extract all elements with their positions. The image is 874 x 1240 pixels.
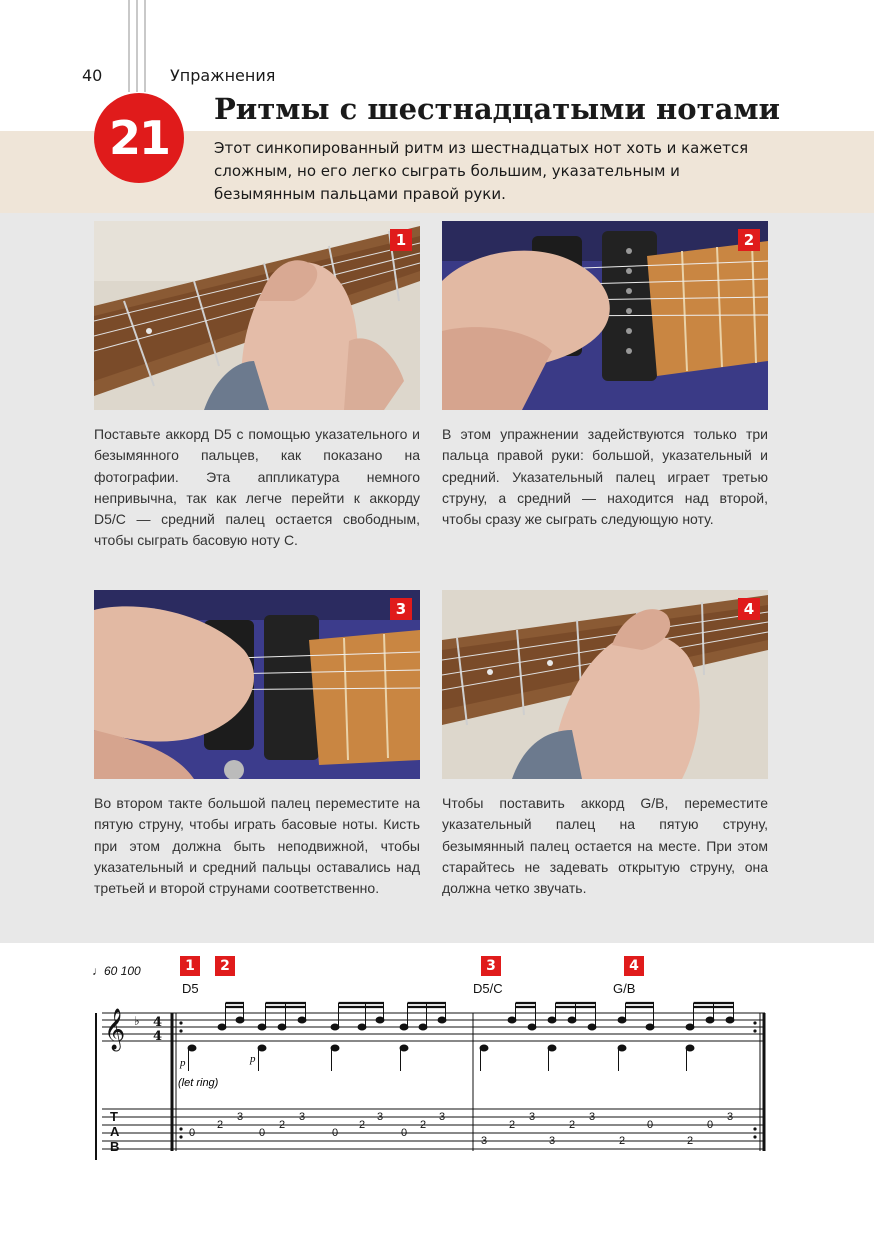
svg-text:3: 3 — [726, 1111, 734, 1123]
bass-note-head — [686, 1045, 694, 1051]
note-head — [568, 1017, 576, 1023]
note-head — [528, 1024, 536, 1030]
note-head — [358, 1024, 366, 1030]
svg-text:3: 3 — [480, 1135, 488, 1147]
note-head — [618, 1017, 626, 1023]
chord-label-d5: D5 — [182, 981, 199, 996]
exercise-number-badge: 21 — [94, 93, 184, 183]
svg-text:2: 2 — [216, 1119, 224, 1131]
photo-step-4 — [442, 590, 768, 779]
tab-letter: T — [110, 1109, 118, 1124]
note-head — [400, 1024, 408, 1030]
svg-text:4: 4 — [153, 1015, 163, 1030]
svg-text:0: 0 — [400, 1127, 408, 1139]
note-head — [508, 1017, 516, 1023]
svg-text:2: 2 — [508, 1119, 516, 1131]
svg-text:3: 3 — [298, 1111, 306, 1123]
svg-text:2: 2 — [358, 1119, 366, 1131]
svg-text:0: 0 — [258, 1127, 266, 1139]
intro-text: Этот синкопированный ритм из шестнадцатых нот хоть и кажется сложным, но его легко сыграть большим, указательным и безымянным пальцами правой руки. — [214, 139, 749, 203]
staff-lines — [102, 1013, 765, 1041]
note-head — [258, 1024, 266, 1030]
caption-step-4: Чтобы поставить аккорд G/B, переместите указательный палец на пятую струну, безымянный палец остается на месте. При этом старайтесь не задевать открытую струну, она должна четко звучать. — [442, 795, 768, 897]
svg-text:2: 2 — [618, 1135, 626, 1147]
note-head — [438, 1017, 446, 1023]
page-title: Ритмы с шестнадцатыми нотами — [214, 92, 781, 126]
note-head — [278, 1024, 286, 1030]
margin-line — [128, 0, 130, 92]
tempo-marking: ♩60 100 — [92, 964, 141, 978]
photo-step-2 — [442, 221, 768, 410]
notation-marker-3: 3 — [481, 956, 501, 976]
section-name: Упражнения — [170, 66, 276, 85]
note-head — [298, 1017, 306, 1023]
svg-text:4: 4 — [153, 1029, 163, 1044]
svg-text:3: 3 — [548, 1135, 556, 1147]
tab-letter: A — [110, 1124, 120, 1139]
music-notation — [90, 955, 770, 1165]
note-head — [548, 1017, 556, 1023]
svg-text:0: 0 — [331, 1127, 339, 1139]
thumb-marking-2: p — [250, 1053, 256, 1065]
bass-note-head — [188, 1045, 196, 1051]
notation-marker-2: 2 — [215, 956, 235, 976]
step-badge: 4 — [738, 598, 760, 620]
let-ring-marking: (let ring) — [178, 1077, 219, 1089]
margin-line — [144, 0, 146, 92]
bass-note-head — [548, 1045, 556, 1051]
caption-step-1: Поставьте аккорд D5 с помощью указательного и безымянного пальцев, как показано на фотографии. Эта аппликатура немного непривычна, так как легче перейти к аккорду D5/C — средний палец остается свободным, чтобы сыграть басовую ноту C. — [94, 426, 420, 549]
treble-clef-icon: 𝄞 — [104, 1009, 126, 1050]
svg-text:2: 2 — [278, 1119, 286, 1131]
bass-note-head — [331, 1045, 339, 1051]
bass-note-head — [258, 1045, 266, 1051]
step-badge: 2 — [738, 229, 760, 251]
caption-step-2: В этом упражнении задействуются только три пальца правой руки: большой, указательный и средний. Указательный палец играет третью струну, а средний — находится над второй, чтобы сразу же сыграть следующую ноту. — [442, 426, 768, 528]
svg-text:2: 2 — [686, 1135, 694, 1147]
tab-numbers — [189, 1111, 733, 1147]
svg-text:♭: ♭ — [134, 1014, 140, 1028]
tab-lines — [102, 1109, 765, 1149]
svg-text:0: 0 — [646, 1119, 654, 1131]
note-head — [236, 1017, 244, 1023]
svg-text:2: 2 — [419, 1119, 427, 1131]
photo-step-1 — [94, 221, 420, 410]
photo-step-3 — [94, 590, 420, 779]
note-head — [686, 1024, 694, 1030]
svg-text:3: 3 — [376, 1111, 384, 1123]
note-head — [419, 1024, 427, 1030]
notation-marker-1: 1 — [180, 956, 200, 976]
step-badge: 3 — [390, 598, 412, 620]
chord-label-gb: G/B — [613, 981, 636, 996]
melody-notes — [218, 1003, 734, 1030]
page-number: 40 — [82, 66, 103, 85]
pickup-photo-3 — [94, 590, 420, 779]
note-head — [218, 1024, 226, 1030]
thumb-marking: p — [180, 1057, 186, 1069]
step-badge: 1 — [390, 229, 412, 251]
tab-letter: B — [110, 1139, 120, 1154]
bass-note-head — [400, 1045, 408, 1051]
note-head — [646, 1024, 654, 1030]
margin-line — [136, 0, 138, 92]
caption-step-3: Во втором такте большой палец переместите на пятую струну, чтобы играть басовые ноты. Кисть при этом должна быть неподвижной, чтобы указательный и средний пальцы оставались над третьей и второй струнами соответственно. — [94, 795, 420, 897]
svg-text:3: 3 — [528, 1111, 536, 1123]
svg-text:0: 0 — [706, 1119, 714, 1131]
note-head — [726, 1017, 734, 1023]
fretboard-photo-1 — [94, 221, 420, 410]
bass-notes — [188, 1045, 694, 1071]
note-head — [588, 1024, 596, 1030]
chord-label-d5c: D5/C — [473, 981, 503, 996]
note-head — [706, 1017, 714, 1023]
fretboard-photo-4 — [442, 590, 768, 779]
svg-text:0: 0 — [188, 1127, 196, 1139]
note-head — [376, 1017, 384, 1023]
bass-note-head — [618, 1045, 626, 1051]
svg-text:3: 3 — [438, 1111, 446, 1123]
svg-text:2: 2 — [568, 1119, 576, 1131]
svg-text:3: 3 — [236, 1111, 244, 1123]
note-head — [331, 1024, 339, 1030]
notation-marker-4: 4 — [624, 956, 644, 976]
svg-text:3: 3 — [588, 1111, 596, 1123]
bass-note-head — [480, 1045, 488, 1051]
pickup-photo-2 — [442, 221, 768, 410]
